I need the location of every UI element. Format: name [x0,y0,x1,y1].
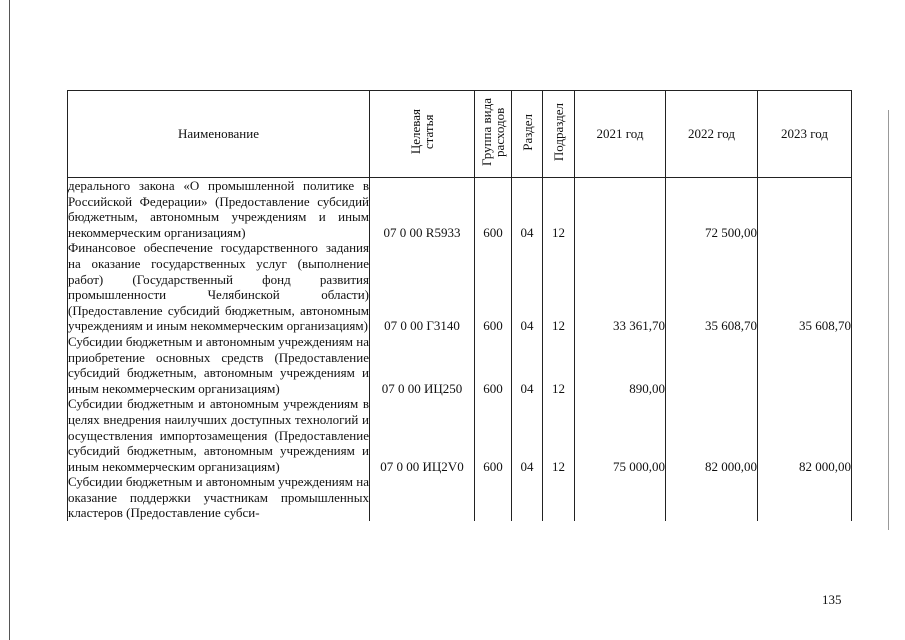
row-subsection: 12 [543,396,575,474]
row-2022: 82 000,00 [666,396,758,474]
row-section: 04 [512,334,543,396]
page-number: 135 [822,592,842,607]
row-name: Субсидии бюджетным и автономным учреждениям на приобретение основных средств (Предоставление субсидий бюджетным, автономным учреждениям и иным некоммерческим организациям) [68,333,369,396]
row-subsection: 12 [543,334,575,396]
row-2021: 33 361,70 [575,240,666,334]
row-2023 [758,178,852,241]
header-target: Целевая статья [370,91,475,178]
table-row [68,474,852,521]
row-2021: 890,00 [575,334,666,396]
table-row [68,178,852,241]
row-section: 04 [512,396,543,474]
row-2021: 75 000,00 [575,396,666,474]
row-section [512,474,543,521]
row-2021 [575,474,666,521]
row-2023 [758,334,852,396]
row-target-code [370,474,475,521]
table-row [68,396,852,474]
row-subsection: 12 [543,240,575,334]
table-row [68,240,852,334]
row-name: Субсидии бюджетным и автономным учреждениям на оказание поддержки участникам промышленных кластеров (Предоставление субси- [68,474,369,521]
row-name: Финансовое обеспечение государственного задания на оказание государственных услуг (выполнение работ) (Государственный фонд развития промышленности Челябинской области) (Предоставление субсидий бюджетным, автономным учреждениям и иным некоммерческим организациям) [68,240,369,334]
row-name: дерального закона «О промышленной политике в Российской Федерации» (Предоставление субсидий бюджетным, автономным учреждениям и иным некоммерческим организациям) [68,178,369,240]
row-target-code: 07 0 00 Г3140 [370,240,475,334]
row-target-code: 07 0 00 ИЦ2V0 [370,396,475,474]
row-subsection: 12 [543,178,575,241]
row-2022 [666,474,758,521]
row-target-code: 07 0 00 ИЦ250 [370,334,475,396]
scan-margin-line [888,110,889,530]
header-2021: 2021 год [575,91,666,178]
row-2021 [575,178,666,241]
table-header-row [68,91,852,178]
row-2023 [758,474,852,521]
row-2022: 35 608,70 [666,240,758,334]
table-row [68,334,852,396]
header-subsection: Подраздел [543,91,575,178]
row-group [475,474,512,521]
row-2022 [666,334,758,396]
row-section: 04 [512,240,543,334]
row-group: 600 [475,240,512,334]
row-subsection [543,474,575,521]
row-group: 600 [475,396,512,474]
scan-edge-line [9,0,10,640]
header-group: Группа вида расходов [475,91,512,178]
row-2022: 72 500,00 [666,178,758,241]
budget-table [67,90,852,521]
header-section: Раздел [512,91,543,178]
row-2023: 82 000,00 [758,396,852,474]
header-2023: 2023 год [758,91,852,178]
header-2022: 2022 год [666,91,758,178]
row-section: 04 [512,178,543,241]
row-group: 600 [475,334,512,396]
row-name: Субсидии бюджетным и автономным учреждениям в целях внедрения наилучших доступных технологий и осуществления импортозамещения (Предоставление субсидий бюджетным, автономным учреждениям и иным некоммерческим организациям) [68,396,369,474]
row-target-code: 07 0 00 R5933 [370,178,475,241]
row-group: 600 [475,178,512,241]
row-2023: 35 608,70 [758,240,852,334]
header-name: Наименование [68,91,370,178]
